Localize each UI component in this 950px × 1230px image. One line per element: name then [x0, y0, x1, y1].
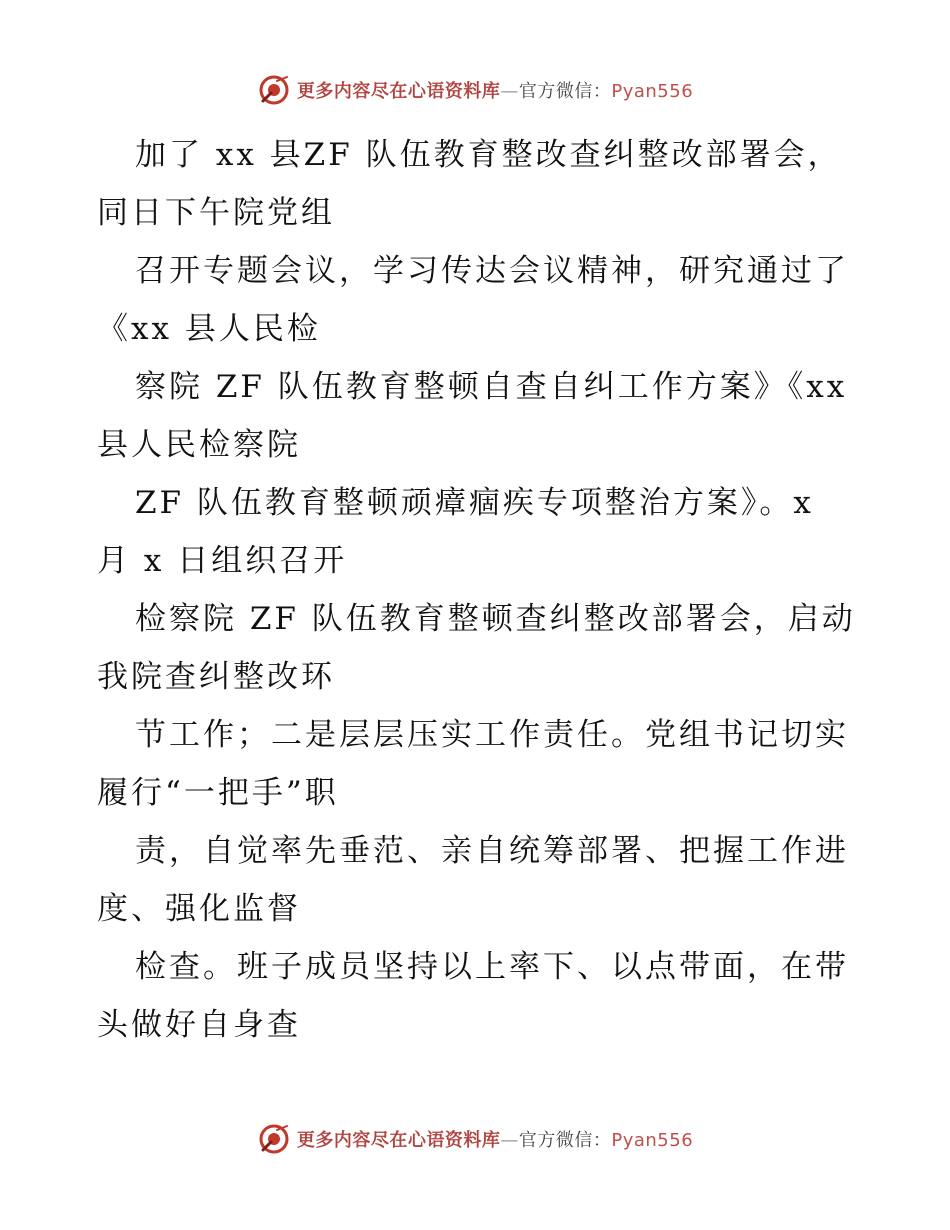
footer-banner-main: 更多内容尽在心语资料库	[296, 1130, 501, 1151]
header-banner-main: 更多内容尽在心语资料库	[296, 81, 501, 102]
body-line: 召开专题会议，学习传达会议精神，研究通过了	[135, 253, 849, 289]
body-line: 节工作；二是层层压实工作责任。党组书记切实	[135, 717, 849, 753]
footer-banner	[0, 1119, 950, 1159]
body-line: 履行“一把手”职	[97, 775, 339, 811]
body-line: 检察院 ZF 队伍教育整顿查纠整改部署会，启动	[135, 601, 856, 637]
body-line: 我院查纠整改环	[97, 659, 335, 695]
body-line: 同日下午院党组	[97, 195, 335, 231]
header-banner-id: Pyan556	[611, 81, 694, 102]
footer-banner-text	[297, 1126, 693, 1152]
header-banner-sub: 官方微信：	[518, 81, 612, 102]
body-line: ZF 队伍教育整顿顽瘴痼疾专项整治方案》。x	[135, 485, 814, 521]
red-circle-pen-logo-icon	[257, 73, 291, 107]
body-line: 月 x 日组织召开	[97, 543, 348, 579]
document-body	[97, 126, 857, 1054]
body-line: 加了 xx 县ZF 队伍教育整改查纠整改部署会，	[135, 137, 842, 173]
body-line: 责，自觉率先垂范、亲自统筹部署、把握工作进	[135, 833, 849, 869]
header-banner-text	[297, 77, 693, 103]
body-line: 检查。班子成员坚持以上率下、以点带面，在带	[135, 949, 849, 985]
footer-banner-dash: —	[500, 1130, 519, 1151]
footer-banner-sub: 官方微信：	[518, 1130, 612, 1151]
body-line: 《xx 县人民检	[97, 311, 321, 347]
body-line: 头做好自身查	[97, 1007, 301, 1043]
body-line: 县人民检察院	[97, 427, 301, 463]
red-circle-pen-logo-icon	[257, 1122, 291, 1156]
header-banner-dash: —	[500, 81, 519, 102]
body-line: 察院 ZF 队伍教育整顿自查自纠工作方案》《xx	[135, 369, 848, 405]
footer-banner-id: Pyan556	[611, 1130, 694, 1151]
header-banner	[0, 70, 950, 110]
body-line: 度、强化监督	[97, 891, 301, 927]
